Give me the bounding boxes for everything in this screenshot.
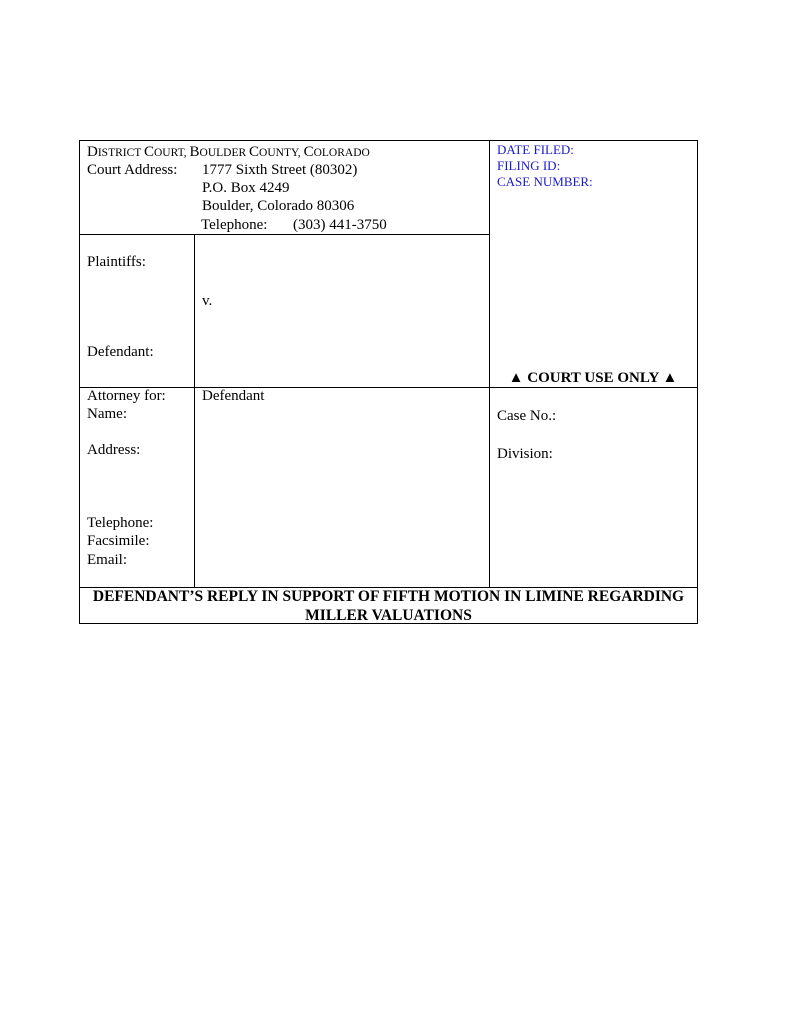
division-label: Division: bbox=[497, 446, 553, 462]
date-filed-label: DATE FILED: bbox=[497, 142, 574, 157]
attorney-telephone-label: Telephone: bbox=[87, 515, 154, 531]
court-address-label: Court Address: bbox=[87, 162, 178, 178]
vertical-divider-left bbox=[194, 234, 195, 587]
versus-text: v. bbox=[202, 293, 213, 309]
attorney-name-label: Name: bbox=[87, 406, 127, 422]
court-use-only-label: ▲ COURT USE ONLY ▲ bbox=[508, 370, 678, 386]
case-number-label: CASE NUMBER: bbox=[497, 174, 593, 189]
court-address-line2: P.O. Box 4249 bbox=[202, 180, 290, 196]
document-title-line2: MILLER VALUATIONS bbox=[305, 607, 472, 624]
horizontal-divider-parties bbox=[80, 387, 697, 388]
court-address-line1: 1777 Sixth Street (80302) bbox=[202, 162, 358, 178]
case-no-label: Case No.: bbox=[497, 408, 557, 424]
horizontal-divider-court bbox=[80, 234, 490, 235]
filing-id-label: FILING ID: bbox=[497, 158, 561, 173]
court-address-line3: Boulder, Colorado 80306 bbox=[202, 198, 355, 214]
court-telephone-label: Telephone: bbox=[201, 217, 268, 233]
attorney-facsimile-label: Facsimile: bbox=[87, 533, 150, 549]
plaintiffs-label: Plaintiffs: bbox=[87, 254, 146, 270]
attorney-for-label: Attorney for: bbox=[87, 388, 166, 404]
attorney-email-label: Email: bbox=[87, 552, 127, 568]
attorney-address-label: Address: bbox=[87, 442, 141, 458]
vertical-divider-right bbox=[489, 141, 490, 587]
defendant-label: Defendant: bbox=[87, 344, 154, 360]
document-title-line1: DEFENDANT’S REPLY IN SUPPORT OF FIFTH MOTION IN LIMINE REGARDING bbox=[92, 588, 685, 605]
court-telephone-value: (303) 441-3750 bbox=[293, 217, 387, 233]
court-name: DISTRICT COURT, BOULDER COUNTY, COLORADO bbox=[87, 144, 370, 160]
case-caption-table bbox=[79, 140, 698, 624]
attorney-for-value: Defendant bbox=[202, 388, 265, 404]
